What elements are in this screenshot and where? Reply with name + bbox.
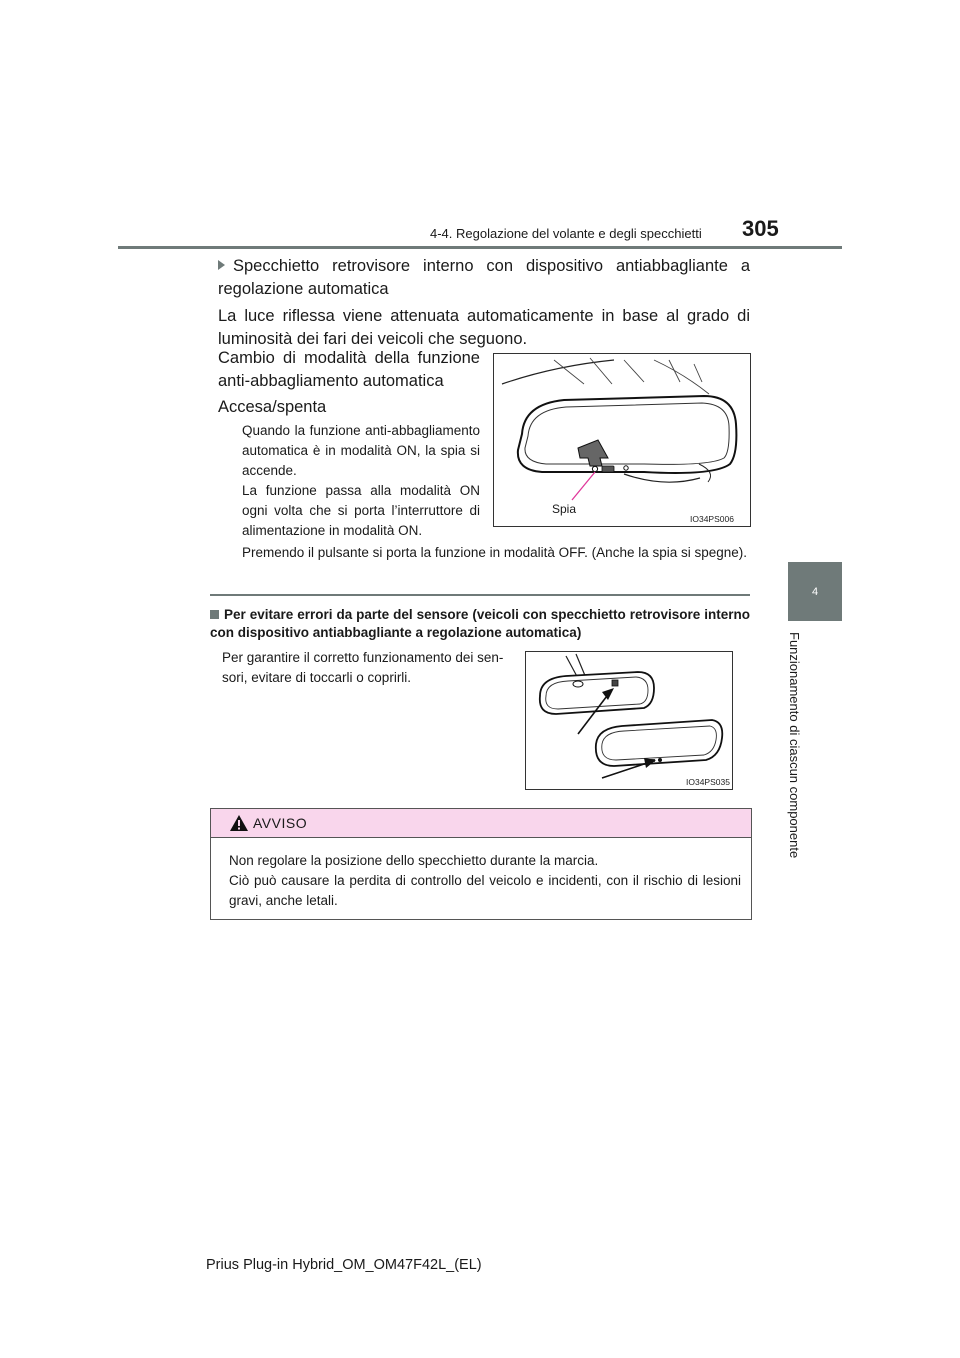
subsection-heading-text: Per evitare errori da parte del sensore (veicoli con specchietto retrovisore interno con dispositivo antiabbagliante a regolazione automatica): [210, 607, 750, 640]
page-number: 305: [742, 216, 779, 241]
mirror-illustration: [494, 354, 750, 526]
mode-paragraph-2: La funzione passa alla modalità ON ogni volta che si porta l’interruttore di alimentazione in modalità ON.: [242, 483, 480, 538]
warning-line-1: Non regolare la posizione dello specchietto durante la marcia.: [229, 853, 599, 868]
section-heading: [218, 255, 750, 301]
mirror-sensors-illustration: [526, 652, 732, 789]
header-rule: [118, 246, 842, 249]
chapter-tab: [788, 562, 842, 620]
figure-callout-spia: Spia: [552, 502, 577, 516]
chapter-number: 4: [811, 586, 819, 598]
warning-line-2: Ciò può causare la perdita di controllo del veicolo e incidenti, con il rischio di lesioni gravi, anche letali.: [229, 873, 741, 908]
section-divider: [210, 594, 750, 596]
mode-paragraph-1: Quando la funzione anti-abbagliamento automatica è in modalità ON, la spia si accende.: [242, 423, 480, 478]
warning-header: [211, 809, 751, 838]
intro-paragraph: La luce riflessa viene attenuata automaticamente in base al grado di luminosità dei fari dei veicoli che seguono.: [218, 307, 750, 348]
arrow-bullet-icon: [218, 260, 225, 270]
subsection-body: Per garantire il corretto funzionamento dei sensori, evitare di toccarli o coprirli.: [222, 650, 504, 685]
figure-code: IO34PS035: [686, 777, 730, 787]
chapter-tab-rule: [788, 620, 842, 621]
warning-title: AVVISO: [253, 815, 308, 831]
square-bullet-icon: [210, 610, 219, 619]
warning-box: [210, 808, 752, 920]
chapter-title: Funzionamento di ciascun componente: [787, 632, 802, 859]
section-header: 4-4. Regolazione del volante e degli specchietti: [430, 226, 702, 241]
footer-model: Prius Plug-in Hybrid_OM_OM47F42L_(EL): [206, 1257, 482, 1273]
figure-code: IO34PS006: [690, 514, 734, 524]
mode-paragraph-3: Premendo il pulsante si porta la funzione in modalità OFF. (Anche la spia si spegne).: [242, 545, 748, 560]
warning-body: [229, 851, 741, 911]
mode-state: Accesa/spenta: [218, 398, 327, 416]
warning-triangle-icon: [229, 814, 249, 832]
figure-mirror-sensors: [525, 651, 733, 790]
figure-mirror-button: [493, 353, 751, 527]
section-heading-text: Specchietto retrovisore interno con dispositivo antiabbagliante a regolazione automatica: [218, 257, 750, 298]
mode-title: Cambio di modalità della funzione anti-abbagliamento automatica: [218, 349, 480, 390]
subsection-heading: [210, 606, 750, 642]
